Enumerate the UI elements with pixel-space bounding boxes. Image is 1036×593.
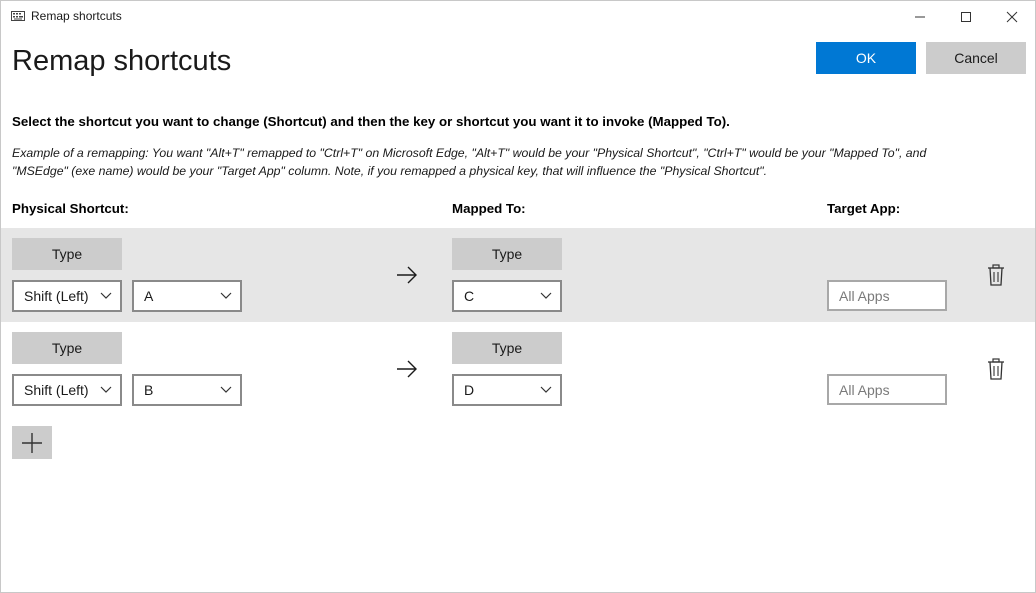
trash-icon (987, 358, 1005, 380)
ok-button[interactable]: OK (816, 42, 916, 74)
physical-type-button[interactable]: Type (12, 332, 122, 364)
example-line-2: "MSEdge" (exe name) would be your "Target App" column. Note, if you remapped a physical key, that will influence the "Physical Shortcut". (12, 164, 768, 178)
physical-key-value: B (144, 382, 154, 398)
chevron-down-icon (212, 386, 240, 394)
mapped-key-value: D (464, 382, 475, 398)
trash-icon (987, 264, 1005, 286)
maximize-icon (960, 11, 972, 23)
mapped-type-button[interactable]: Type (452, 238, 562, 270)
arrow-right-icon (395, 263, 419, 287)
chevron-down-icon (532, 386, 560, 394)
instruction-text: Select the shortcut you want to change (Shortcut) and then the key or shortcut you want it to invoke (Mapped To). (12, 114, 730, 129)
close-button[interactable] (989, 1, 1035, 32)
shortcut-row (1, 322, 1035, 416)
chevron-down-icon (92, 386, 120, 394)
arrow-right-icon (395, 357, 419, 381)
example-line-1: Example of a remapping: You want "Alt+T" remapped to "Ctrl+T" on Microsoft Edge, "Alt+T" would be your "Physical Shortcut", "Ctrl+T" would be your "Mapped To", and (12, 146, 927, 160)
mapped-key-dropdown[interactable] (452, 374, 562, 406)
chevron-down-icon (532, 292, 560, 300)
minimize-button[interactable] (897, 1, 943, 32)
mapped-to-header: Mapped To: (452, 201, 526, 216)
physical-modifier-value: Shift (Left) (24, 382, 89, 398)
maximize-button[interactable] (943, 1, 989, 32)
keyboard-icon (11, 11, 25, 21)
page-title: Remap shortcuts (12, 45, 232, 77)
example-text (12, 144, 1036, 180)
mapped-type-button[interactable]: Type (452, 332, 562, 364)
shortcut-row (1, 228, 1035, 322)
add-shortcut-button[interactable] (12, 426, 52, 459)
physical-modifier-dropdown[interactable] (12, 280, 122, 312)
target-app-input[interactable]: All Apps (827, 374, 947, 405)
physical-key-value: A (144, 288, 154, 304)
target-app-input[interactable]: All Apps (827, 280, 947, 311)
window-title: Remap shortcuts (31, 9, 122, 23)
delete-row-button[interactable] (985, 263, 1007, 287)
physical-type-button[interactable]: Type (12, 238, 122, 270)
delete-row-button[interactable] (985, 357, 1007, 381)
physical-key-dropdown[interactable] (132, 374, 242, 406)
cancel-button[interactable]: Cancel (926, 42, 1026, 74)
chevron-down-icon (92, 292, 120, 300)
mapped-key-dropdown[interactable] (452, 280, 562, 312)
plus-icon (21, 432, 43, 454)
physical-modifier-dropdown[interactable] (12, 374, 122, 406)
physical-key-dropdown[interactable] (132, 280, 242, 312)
mapped-key-value: C (464, 288, 475, 304)
chevron-down-icon (212, 292, 240, 300)
physical-shortcut-header: Physical Shortcut: (12, 201, 129, 216)
physical-modifier-value: Shift (Left) (24, 288, 89, 304)
target-app-header: Target App: (827, 201, 901, 216)
title-bar (1, 1, 1035, 32)
close-icon (1006, 11, 1018, 23)
minimize-icon (914, 11, 926, 23)
